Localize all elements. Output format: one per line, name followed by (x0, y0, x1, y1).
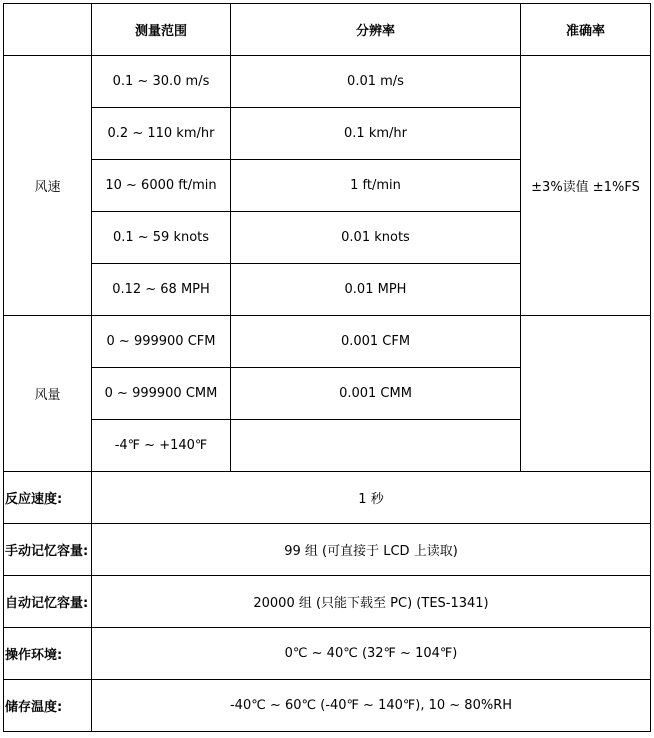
resolution-cell: 0.01 MPH (231, 264, 521, 316)
table-row (4, 316, 651, 368)
spec-row (4, 680, 651, 732)
wind-speed-label: 风速 (4, 56, 92, 316)
spec-value-response: 1 秒 (92, 472, 651, 524)
spec-label-storage-temp: 储存温度: (4, 680, 92, 732)
resolution-cell: 0.001 CFM (231, 316, 521, 368)
range-cell: 0 ~ 999900 CFM (92, 316, 231, 368)
spec-row (4, 628, 651, 680)
wind-speed-accuracy: ±3%读值 ±1%FS (521, 56, 651, 316)
resolution-cell: 0.01 knots (231, 212, 521, 264)
header-range: 测量范围 (92, 4, 231, 56)
range-cell: 0.2 ~ 110 km/hr (92, 108, 231, 160)
header-row (4, 4, 651, 56)
resolution-cell: 0.1 km/hr (231, 108, 521, 160)
air-volume-accuracy (521, 316, 651, 472)
spec-value-operating-env: 0℃ ~ 40℃ (32℉ ~ 104℉) (92, 628, 651, 680)
spec-label-manual-memory: 手动记忆容量: (4, 524, 92, 576)
spec-table (3, 3, 651, 732)
range-cell: 0.12 ~ 68 MPH (92, 264, 231, 316)
spec-label-response: 反应速度: (4, 472, 92, 524)
spec-label-auto-memory: 自动记忆容量: (4, 576, 92, 628)
range-cell: 0 ~ 999900 CMM (92, 368, 231, 420)
range-cell: 10 ~ 6000 ft/min (92, 160, 231, 212)
table-row (4, 56, 651, 108)
header-accuracy: 准确率 (521, 4, 651, 56)
header-resolution: 分辨率 (231, 4, 521, 56)
spec-value-manual-memory: 99 组 (可直接于 LCD 上读取) (92, 524, 651, 576)
header-empty (4, 4, 92, 56)
resolution-cell: 0.01 m/s (231, 56, 521, 108)
resolution-cell: 0.001 CMM (231, 368, 521, 420)
range-cell: -4℉ ~ +140℉ (92, 420, 231, 472)
spec-row (4, 576, 651, 628)
spec-value-auto-memory: 20000 组 (只能下载至 PC) (TES-1341) (92, 576, 651, 628)
resolution-cell: 1 ft/min (231, 160, 521, 212)
range-cell: 0.1 ~ 30.0 m/s (92, 56, 231, 108)
range-cell: 0.1 ~ 59 knots (92, 212, 231, 264)
spec-value-storage-temp: -40℃ ~ 60℃ (-40℉ ~ 140℉), 10 ~ 80%RH (92, 680, 651, 732)
resolution-cell (231, 420, 521, 472)
spec-row (4, 524, 651, 576)
spec-label-operating-env: 操作环境: (4, 628, 92, 680)
air-volume-label: 风量 (4, 316, 92, 472)
spec-row (4, 472, 651, 524)
